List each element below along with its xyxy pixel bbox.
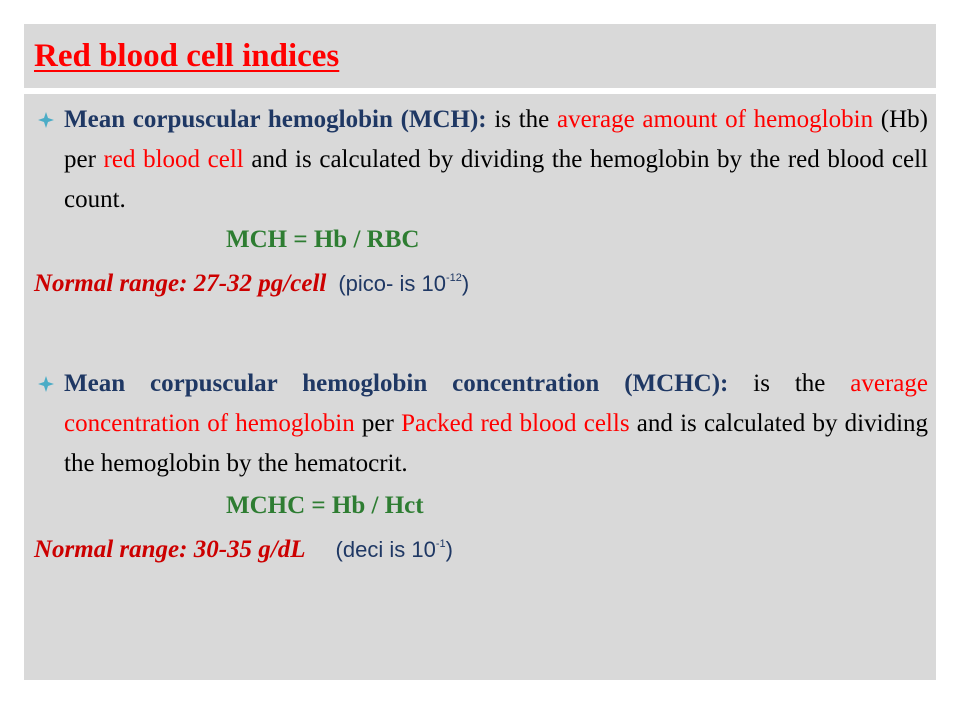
diamond-bullet-icon xyxy=(38,376,54,392)
mchc-highlight-2: Packed red blood cells xyxy=(401,410,630,437)
mchc-block xyxy=(38,364,928,484)
slide-title: Red blood cell indices xyxy=(34,38,340,74)
mchc-normal-range: Normal range: 30-35 g/dL xyxy=(34,536,306,563)
mch-block xyxy=(38,100,928,220)
mchc-term: Mean corpuscular hemoglobin concentration (MCHC): xyxy=(64,370,729,397)
diamond-bullet-icon xyxy=(38,112,54,128)
mchc-text-2: per xyxy=(354,410,402,437)
mchc-bullet-text xyxy=(38,364,928,484)
mch-formula: MCH = Hb / RBC xyxy=(226,226,420,253)
mchc-highlight-1: average concentration of hemoglobin xyxy=(64,370,928,437)
title-bar xyxy=(24,24,936,88)
mchc-formula: MCHC = Hb / Hct xyxy=(226,492,424,519)
mch-text-3: and is calculated by dividing the hemoglobin by the red blood cell count. xyxy=(64,146,929,213)
mchc-text-3: and is calculated by dividing the hemoglobin by the hematocrit. xyxy=(64,410,929,477)
mch-range-line xyxy=(34,270,469,298)
mch-text-2: (Hb) per xyxy=(64,106,928,173)
mch-text-1: is the xyxy=(486,106,557,133)
content-panel xyxy=(24,94,936,680)
mchc-text-1: is the xyxy=(728,370,851,397)
mchc-unit-note: (deci is $10^{-1}$) xyxy=(335,537,453,562)
mchc-range-line xyxy=(34,536,453,564)
mch-highlight-2: red blood cell xyxy=(103,146,244,173)
mch-bullet-text xyxy=(38,100,928,220)
mch-highlight-1: average amount of hemoglobin xyxy=(556,106,874,133)
mch-normal-range: Normal range: 27-32 pg/cell xyxy=(34,270,327,297)
mch-unit-note: (pico- is $10^{-12}$) xyxy=(338,271,470,296)
mch-term: Mean corpuscular hemoglobin (MCH): xyxy=(64,106,487,133)
